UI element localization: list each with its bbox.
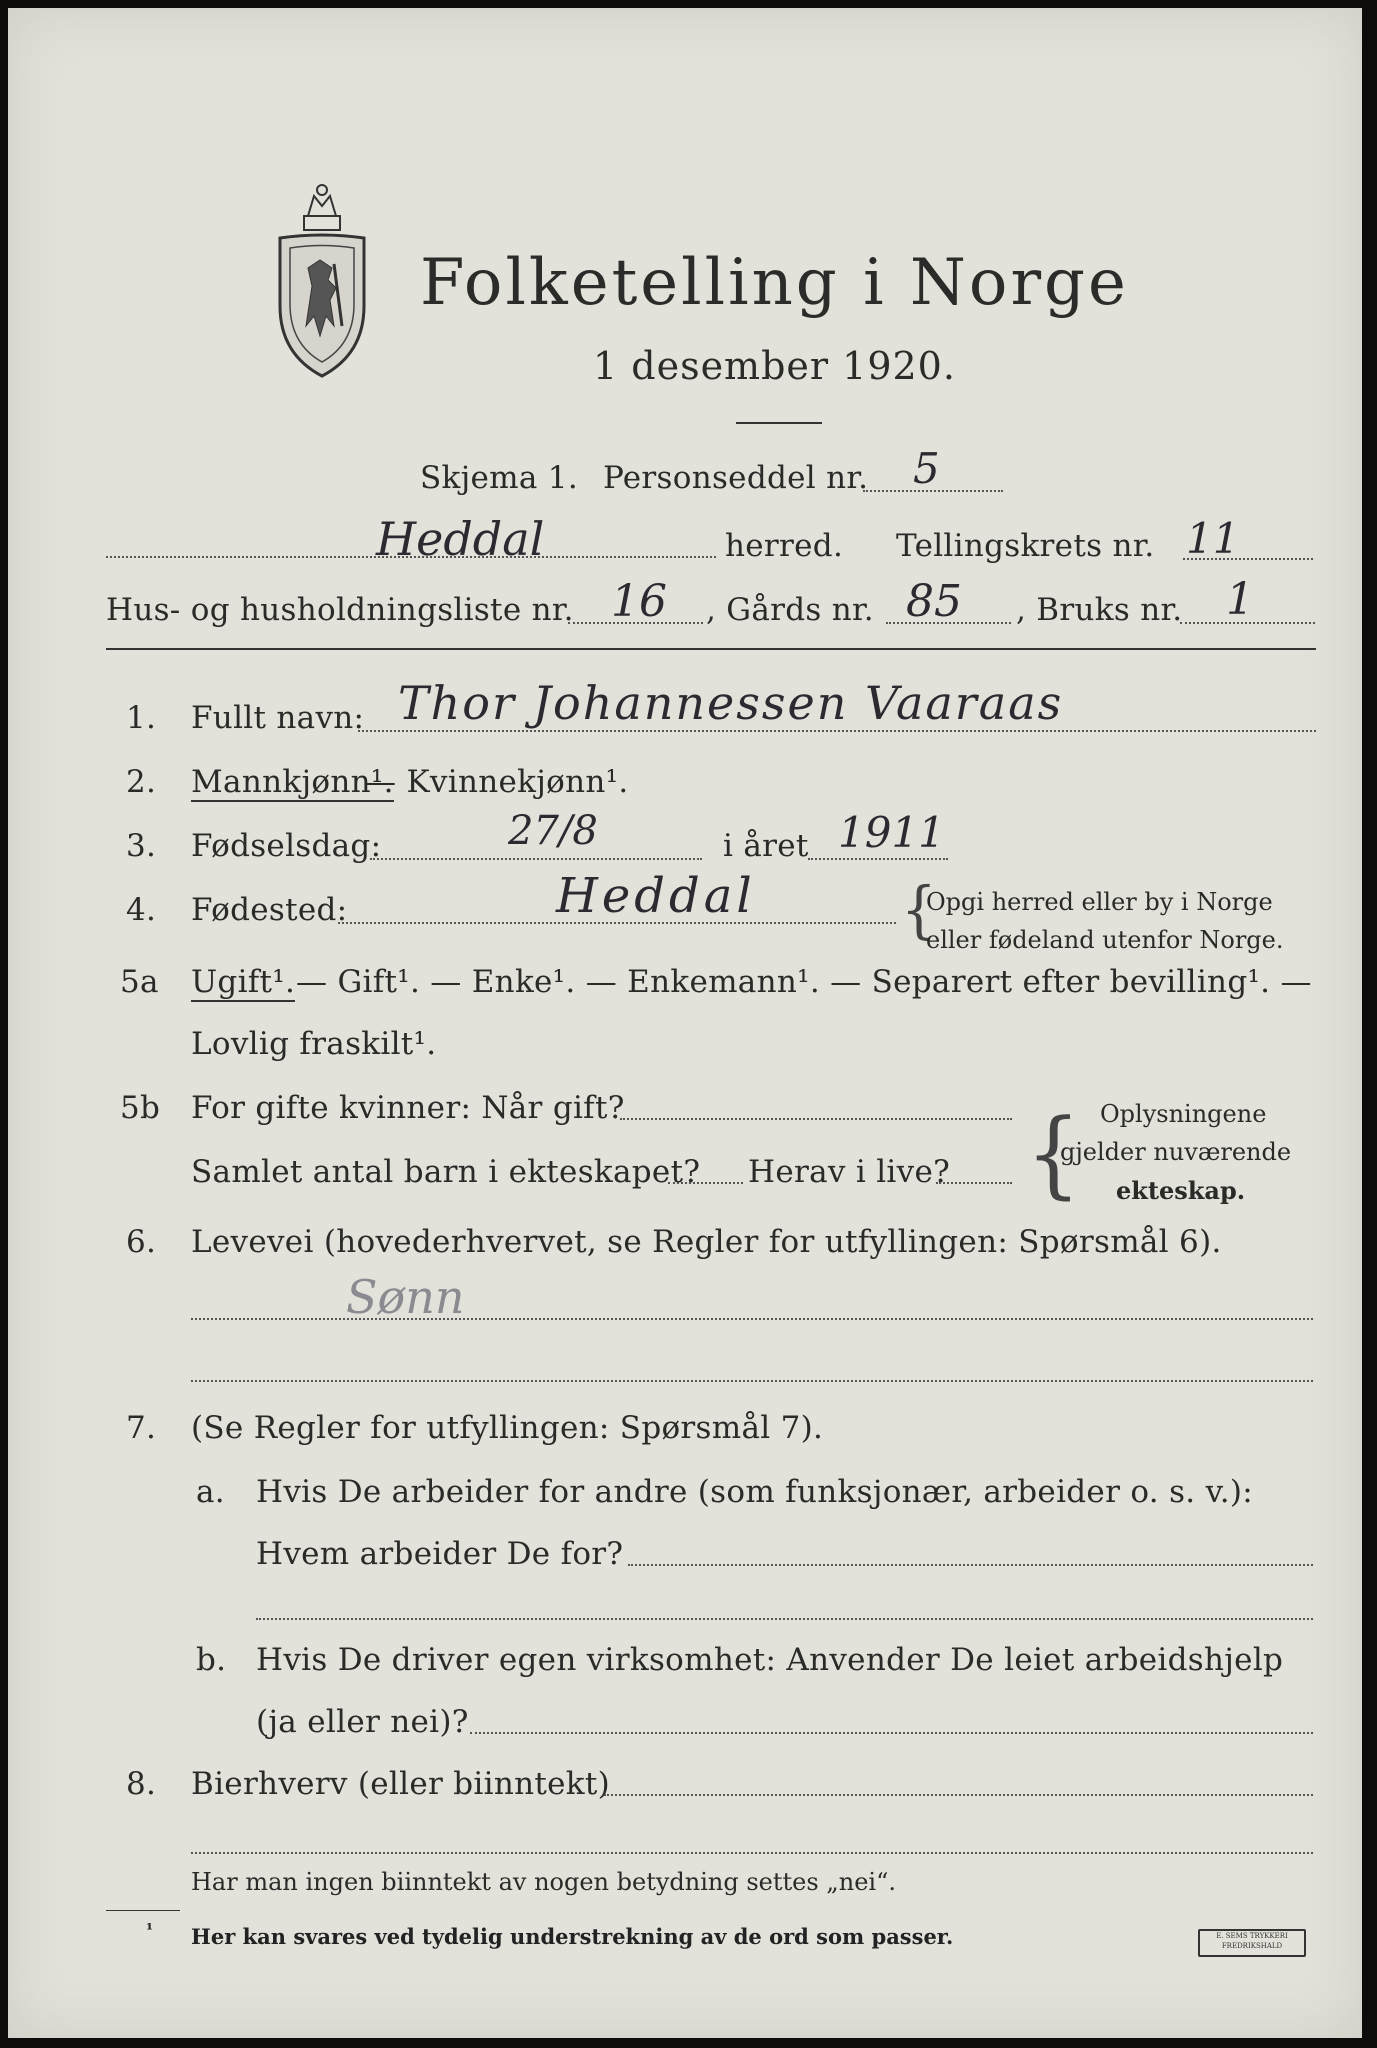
q2-male-option[interactable]: Mannkjønn¹. [191, 764, 394, 800]
herred-value[interactable]: Heddal [376, 512, 545, 566]
q5b-when-line [620, 1118, 1012, 1120]
q5a-number: 5a [120, 964, 159, 1000]
q7b-line [470, 1732, 1313, 1734]
q5b-children-line [668, 1182, 743, 1184]
q6-number: 6. [126, 1224, 157, 1260]
skjema-label: Skjema 1. [420, 460, 578, 496]
q5b-when-married-label: For gifte kvinner: Når gift? [191, 1090, 625, 1126]
tellingskrets-value[interactable]: 11 [1186, 514, 1240, 563]
q3-label: Fødselsdag: [191, 828, 382, 864]
q3-day-line [370, 858, 702, 860]
q4-number: 4. [126, 892, 157, 928]
coat-of-arms-icon [270, 176, 374, 386]
gards-value[interactable]: 85 [906, 576, 962, 627]
footnote-divider [106, 1910, 180, 1911]
q5b-bracket: { [1026, 1099, 1081, 1209]
tellingskrets-label: Tellingskrets nr. [896, 528, 1155, 564]
footnote-text: Her kan svares ved tydelig understrekning av de ord som passer. [191, 1924, 954, 1949]
q4-bracket: { [901, 874, 937, 947]
header-divider [106, 648, 1316, 650]
bruks-value[interactable]: 1 [1226, 574, 1254, 625]
q4-note-line2: eller fødeland utenfor Norge. [926, 926, 1284, 954]
q7a-line2 [256, 1618, 1313, 1620]
gards-label: , Gårds nr. [706, 592, 874, 628]
q7b-letter: b. [196, 1642, 227, 1678]
printer-stamp: E. SEMS TRYKKERI FREDRIKSHALD [1198, 1929, 1306, 1957]
q7a-line1 [628, 1564, 1313, 1566]
q3-year-line [808, 858, 948, 860]
q5b-alive-label: Herav i live? [748, 1154, 951, 1190]
q5b-number: 5b [120, 1090, 161, 1126]
q7b-label1: Hvis De driver egen virksomhet: Anvender De leiet arbeidshjelp [256, 1642, 1284, 1678]
q5a-unmarried-option[interactable]: Ugift¹. [191, 964, 296, 1000]
q6-label: Levevei (hovederhvervet, se Regler for utfyllingen: Spørsmål 6). [191, 1224, 1222, 1260]
q6-line2 [191, 1380, 1313, 1382]
q8-line1 [604, 1794, 1313, 1796]
q5b-note-line3: ekteskap. [1116, 1176, 1246, 1205]
q4-note-line1: Opgi herred eller by i Norge [926, 888, 1273, 916]
q5b-note-line2: gjelder nuværende [1060, 1138, 1292, 1166]
q4-birthplace-value[interactable]: Heddal [556, 868, 756, 924]
q3-number: 3. [126, 828, 157, 864]
personseddel-value[interactable]: 5 [913, 444, 940, 493]
q3-year-value[interactable]: 1911 [838, 808, 945, 857]
q8-label: Bierhverv (eller biinntekt) [191, 1766, 611, 1802]
q7-label: (Se Regler for utfyllingen: Spørsmål 7). [191, 1410, 824, 1446]
q8-line2 [191, 1852, 1313, 1854]
q7a-label2: Hvem arbeider De for? [256, 1536, 624, 1572]
q4-label: Fødested: [191, 892, 348, 928]
q7-number: 7. [126, 1410, 157, 1446]
q5a-other-options[interactable]: — Gift¹. — Enke¹. — Enkemann¹. — Separert efter bevilling¹. — [296, 964, 1312, 1000]
form-title: Folketelling i Norge [420, 246, 1129, 320]
q1-line [358, 730, 1316, 732]
q3-year-label: i året [723, 828, 809, 864]
q3-birthday-value[interactable]: 27/8 [508, 808, 598, 854]
hus-label: Hus- og husholdningsliste nr. [106, 592, 574, 628]
q2-female-option[interactable]: — Kvinnekjønn¹. [365, 764, 629, 800]
q5b-note-line1: Oplysningene [1100, 1100, 1267, 1128]
q1-full-name-value[interactable]: Thor Johannessen Vaaraas [398, 676, 1064, 730]
hus-value[interactable]: 16 [611, 576, 667, 627]
q1-number: 1. [126, 700, 157, 736]
q6-occupation-value[interactable]: Sønn [346, 1270, 465, 1324]
q1-label: Fullt navn: [191, 700, 365, 736]
q5a-divorced-option[interactable]: Lovlig fraskilt¹. [191, 1026, 437, 1062]
q5b-alive-line [936, 1182, 1012, 1184]
herred-label: herred. [725, 528, 844, 564]
q2-number: 2. [126, 764, 157, 800]
footnote-mark: ¹ [146, 1920, 154, 1939]
bruks-label: , Bruks nr. [1016, 592, 1183, 628]
q7b-label2: (ja eller nei)? [256, 1704, 469, 1740]
q7a-label1: Hvis De arbeider for andre (som funksjonær, arbeider o. s. v.): [256, 1474, 1254, 1510]
q5b-children-label: Samlet antal barn i ekteskapet? [191, 1154, 701, 1190]
title-divider [736, 422, 822, 424]
q8-number: 8. [126, 1766, 157, 1802]
no-income-note: Har man ingen biinntekt av nogen betydning settes „nei“. [191, 1868, 896, 1896]
q7a-letter: a. [196, 1474, 225, 1510]
form-date: 1 desember 1920. [593, 344, 956, 388]
personseddel-label: Personseddel nr. [603, 460, 869, 496]
census-form-page [8, 8, 1362, 2038]
